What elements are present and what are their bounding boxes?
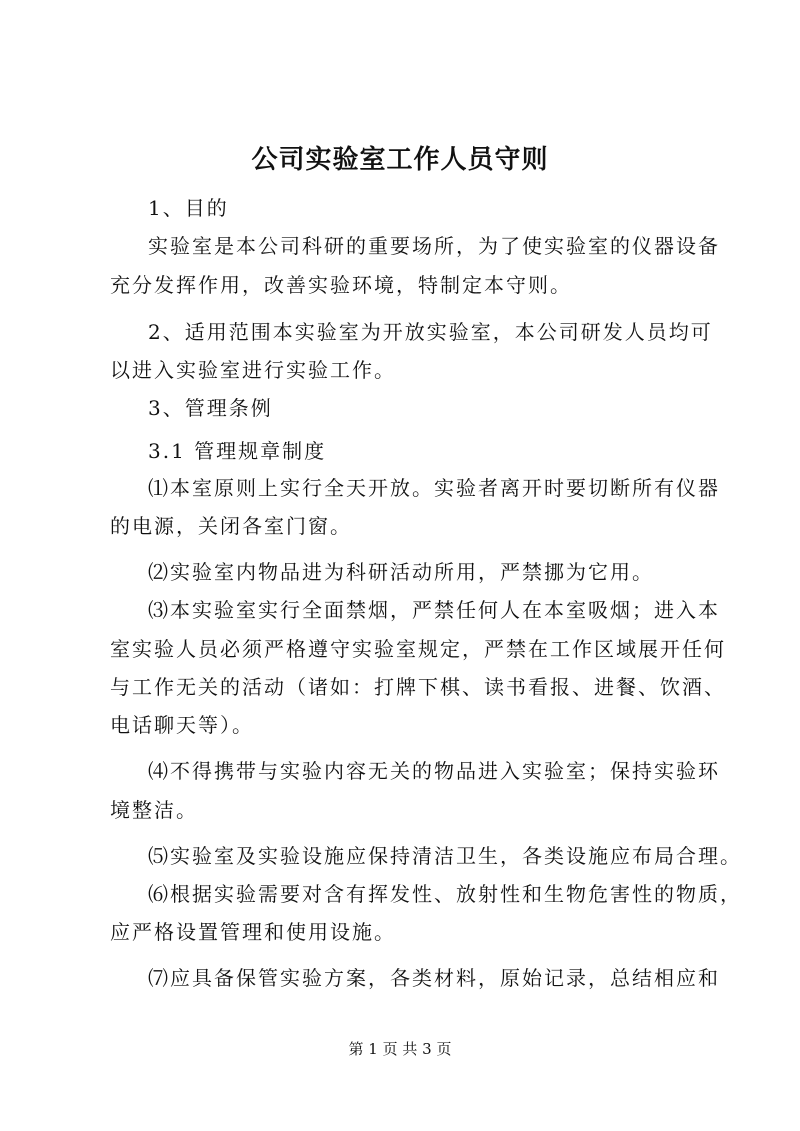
paragraph-line: 实验室是本公司科研的重要场所，为了使实验室的仪器设备 <box>148 234 720 258</box>
paragraph-line: 室实验人员必须严格遵守实验室规定，严禁在工作区域展开任何 <box>110 637 726 661</box>
subsection-heading: 3.1 管理规章制度 <box>148 439 327 463</box>
document-title: 公司实验室工作人员守则 <box>251 145 549 175</box>
rule-item-5: ⑸实验室及实验设施应保持清洁卫生，各类设施应布局合理。 <box>148 844 742 868</box>
section-heading-scope: 2、适用范围本实验室为开放实验室，本公司研发人员均可 <box>148 320 713 344</box>
paragraph-line: 以进入实验室进行实验工作。 <box>110 358 396 382</box>
paragraph-line: 境整洁。 <box>110 798 198 822</box>
paragraph-line: 充分发挥作用，改善实验环境，特制定本守则。 <box>110 273 572 297</box>
paragraph-line: 与工作无关的活动（诸如：打牌下棋、读书看报、进餐、饮酒、 <box>110 675 726 699</box>
rule-item-3: ⑶本实验室实行全面禁烟，严禁任何人在本室吸烟；进入本 <box>148 598 720 622</box>
section-heading-purpose: 1、目的 <box>148 196 229 220</box>
paragraph-line: 的电源，关闭各室门窗。 <box>110 514 352 538</box>
rule-item-1: ⑴本室原则上实行全天开放。实验者离开时要切断所有仪器 <box>148 476 720 500</box>
paragraph-line: 电话聊天等）。 <box>110 713 254 737</box>
rule-item-4: ⑷不得携带与实验内容无关的物品进入实验室；保持实验环 <box>148 759 720 783</box>
section-heading-rules: 3、管理条例 <box>148 396 273 420</box>
rule-item-2: ⑵实验室内物品进为科研活动所用，严禁挪为它用。 <box>148 560 654 584</box>
rule-item-6: ⑹根据实验需要对含有挥发性、放射性和生物危害性的物质， <box>148 882 742 906</box>
paragraph-line: 应严格设置管理和使用设施。 <box>110 920 396 944</box>
page-number: 第 1 页 共 3 页 <box>348 1040 452 1058</box>
rule-item-7: ⑺应具备保管实验方案，各类材料，原始记录，总结相应和 <box>148 966 720 990</box>
